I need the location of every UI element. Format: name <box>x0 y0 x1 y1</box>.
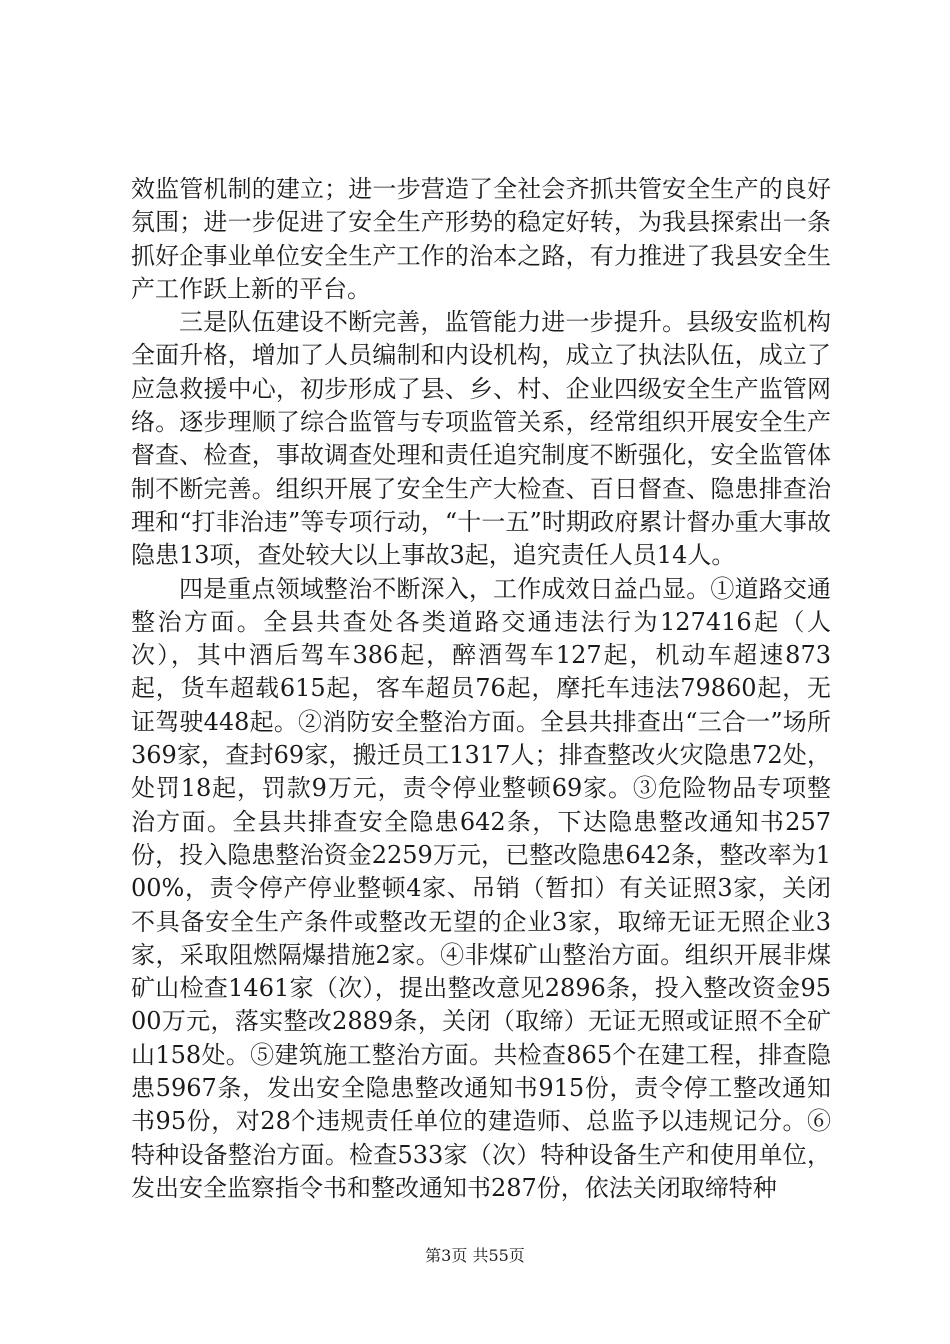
paragraph-team-building: 三是队伍建设不断完善，监管能力进一步提升。县级安监机构全面升格，增加了人员编制和内设机构，成立了执法队伍，成立了应急救援中心，初步形成了县、乡、村、企业四级安全生产监管网络。逐步理顺了综合监管与专项监管关系，经常组织开展安全生产督查、检查，事故调查处理和责任追究制度不断强化，安全监管体制不断完善。组织开展了安全生产大检查、百日督查、隐患排查治理和“打非治违”等专项行动，“十一五”时期政府累计督办重大事故隐患13项，查处较大以上事故3起，追究责任人员14人。 <box>131 308 831 570</box>
paragraph-continuation: 效监管机制的建立；进一步营造了全社会齐抓共管安全生产的良好氛围；进一步促进了安全生产形势的稳定好转，为我县探索出一条抓好企事业单位安全生产工作的治本之路，有力推进了我县安全生产工作跃上新的平台。 <box>131 175 831 303</box>
paragraph-key-areas: 四是重点领域整治不断深入，工作成效日益凸显。①道路交通整治方面。全县共查处各类道路交通违法行为127416起（人次），其中酒后驾车386起，醉酒驾车127起，机动车超速873起，货车超载615起，客车超员76起，摩托车违法79860起，无证驾驶448起。②消防安全整治方面。全县共排查出“三合一”场所369家，查封69家，搬迁员工1317人；排查整改火灾隐患72处，处罚18起，罚款9万元，责令停业整顿69家。③危险物品专项整治方面。全县共排查安全隐患642条，下达隐患整改通知书257份，投入隐患整治资金2259万元，已整改隐患642条，整改率为100%，责令停产停业整顿4家、吊销（暂扣）有关证照3家，关闭不具备安全生产条件或整改无望的企业3家，取缔无证无照企业3家，采取阻燃隔爆措施2家。④非煤矿山整治方面。组织开展非煤矿山检查1461家（次），提出整改意见2896条，投入整改资金9500万元，落实整改2889条，关闭（取缔）无证无照或证照不全矿山158处。⑤建筑施工整治方面。共检查865个在建工程，排查隐患5967条，发出安全隐患整改通知书915份，责令停工整改通知书95份，对28个违规责任单位的建造师、总监予以违规记分。⑥特种设备整治方面。检查533家（次）特种设备生产和使用单位，发出安全监察指令书和整改通知书287份，依法关闭取缔特种 <box>131 574 831 1202</box>
page-footer: 第3页 共55页 <box>425 1246 525 1265</box>
body-text <box>131 173 831 1205</box>
